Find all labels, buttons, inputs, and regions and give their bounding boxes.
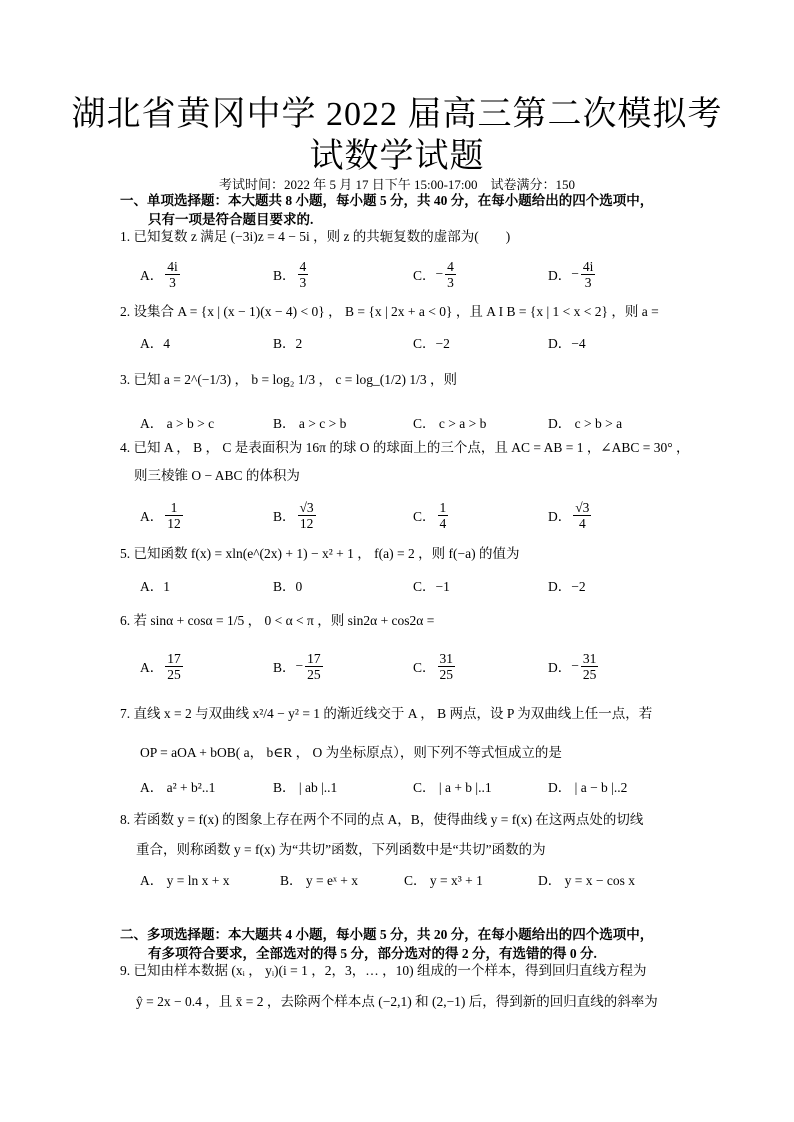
question-2-stem: 2. 设集合 A = {x | (x − 1)(x − 4) < 0} ， B = {x | 2x + a < 0} ，且 A I B = {x | 1 < x < 2} ，则 a =: [120, 304, 659, 319]
option-c: C． $\frac{31}{25}$: [413, 650, 454, 682]
fraction: $\frac{√3}{12}$: [299, 499, 314, 531]
question-1-stem: 1. 已知复数 z 满足 (−3i)z = 4 − 5i ，则 z 的共轭复数的虚部为( ): [120, 229, 511, 244]
question-2-options: [140, 332, 680, 352]
fraction: $\frac{1}{4}$: [439, 499, 447, 531]
option-b: B． | ab |..1: [273, 780, 338, 795]
fraction: $\frac{1}{12}$: [167, 499, 181, 531]
option-c: C． y = x³ + 1: [404, 873, 483, 888]
question-8-stem-line2: 重合，则称函数 y = f(x) 为“共切”函数，下列函数中是“共切”函数的为: [136, 842, 546, 857]
option-d: D． y = x − cos x: [538, 873, 635, 888]
option-a: A． a > b > c: [140, 416, 215, 431]
fraction: $\frac{31}{25}$: [582, 650, 597, 682]
question-8-options: [140, 869, 680, 889]
question-4-stem: 4. 已知 A ， B ， C 是表面积为 16π 的球 O 的球面上的三个点，且 AC = AB = 1 ，∠ABC = 30° ，: [120, 440, 690, 455]
question-7-stem-line2: OP = aOA + bOB( a， b∈R ， O 为坐标原点），则下列不等式恒成立的是: [140, 745, 562, 760]
option-b: B．2: [273, 336, 303, 351]
option-b: B． a > c > b: [273, 416, 347, 431]
option-a: A． y = ln x + x: [140, 873, 230, 888]
fraction: $\frac{17}{25}$: [307, 650, 321, 682]
option-a: A．4: [140, 336, 170, 351]
section2-heading-line2: 有多项符合要求，全部选对的得 5 分，部分选对的得 2 分，有选错的得 0 分.: [148, 946, 597, 961]
fraction: $\frac{4i}{3}$: [582, 258, 594, 290]
option-c: C．−1: [413, 579, 450, 594]
question-1-options: [140, 257, 680, 291]
question-9-stem: 9. 已知由样本数据 (xᵢ ， yᵢ)(i = 1 ，2，3，… ，10) 组成的一个样本，得到回归直线方程为: [120, 963, 647, 978]
option-d: D． c > b > a: [548, 416, 623, 431]
question-7-options: [140, 776, 680, 796]
question-8-stem: 8. 若函数 y = f(x) 的图象上存在两个不同的点 A，B，使得曲线 y = f(x) 在这两点处的切线: [120, 812, 644, 827]
fraction: $\frac{√3}{4}$: [575, 499, 590, 531]
exam-info: 考试时间：2022 年 5 月 17 日下午 15:00-17:00 试卷满分：150: [218, 177, 576, 192]
option-d: D．−2: [548, 579, 586, 594]
section1-heading: [120, 191, 680, 229]
section2-heading-line1: 二、多项选择题：本大题共 4 小题，每小题 5 分，共 20 分，在每小题给出的四个选项中，: [120, 927, 654, 942]
option-a: A． $\frac{4i}{3}$: [140, 258, 178, 290]
fraction: $\frac{4i}{3}$: [167, 258, 178, 290]
fraction: $\frac{31}{25}$: [439, 650, 454, 682]
fraction: $\frac{4}{3}$: [299, 258, 307, 290]
question-6-stem: 6. 若 sinα + cosα = 1/5 ， 0 < α < π ，则 sin2α + cos2α =: [120, 613, 435, 628]
option-b: B．0: [273, 579, 303, 594]
question-6-options: [140, 649, 680, 683]
option-c: C． | a + b |..1: [413, 780, 492, 795]
exam-title-line1: 湖北省黄冈中学 2022 届高三第二次模拟考: [71, 96, 723, 133]
option-b: B． $\frac{4}{3}$: [273, 258, 307, 290]
question-7-stem: 7. 直线 x = 2 与双曲线 x²/4 − y² = 1 的渐近线交于 A ， B 两点，设 P 为双曲线上任一点，若: [120, 706, 653, 721]
section1-heading-line2: 只有一项是符合题目要求的.: [148, 212, 314, 227]
question-5-stem: 5. 已知函数 f(x) = xln(e^(2x) + 1) − x² + 1 ， f(a) = 2 ，则 f(−a) 的值为: [120, 546, 520, 561]
option-a: A． $\frac{1}{12}$: [140, 499, 181, 531]
option-d: D． − $\frac{4i}{3}$: [548, 258, 594, 290]
question-3-stem: 3. 已知 a = 2^(−1/3) ， b = log₂ 1/3 ， c = log_(1/2) 1/3 ，则: [120, 372, 457, 387]
option-c: C． $\frac{1}{4}$: [413, 499, 447, 531]
fraction: $\frac{17}{25}$: [167, 650, 181, 682]
question-9-stem-line2: ŷ = 2x − 0.4 ，且 x̄ = 2 ，去除两个样本点 (−2,1) 和 (2,−1) 后，得到新的回归直线的斜率为: [136, 994, 658, 1009]
option-d: D． | a − b |..2: [548, 780, 628, 795]
question-4-stem-line2: 则三棱锥 O − ABC 的体积为: [134, 468, 300, 483]
option-c: C． − $\frac{4}{3}$: [413, 258, 454, 290]
fraction: $\frac{4}{3}$: [447, 258, 454, 290]
option-a: A．1: [140, 579, 170, 594]
section1-heading-line1: 一、单项选择题：本大题共 8 小题，每小题 5 分，共 40 分，在每小题给出的四个选项中，: [120, 193, 654, 208]
exam-title-line2: 试数学试题: [309, 138, 485, 175]
option-a: A． $\frac{17}{25}$: [140, 650, 181, 682]
section2-heading: [120, 925, 680, 963]
option-d: D． − $\frac{31}{25}$: [548, 650, 597, 682]
option-b: B． $\frac{√3}{12}$: [273, 499, 314, 531]
option-c: C．−2: [413, 336, 450, 351]
option-d: D． $\frac{√3}{4}$: [548, 499, 590, 531]
option-d: D．−4: [548, 336, 586, 351]
option-b: B． y = eˣ + x: [280, 873, 359, 888]
question-3-options: [140, 412, 680, 432]
question-4-options: [140, 498, 680, 532]
option-b: B． − $\frac{17}{25}$: [273, 650, 321, 682]
question-5-options: [140, 575, 680, 595]
option-c: C． c > a > b: [413, 416, 487, 431]
option-a: A． a² + b²..1: [140, 780, 216, 795]
